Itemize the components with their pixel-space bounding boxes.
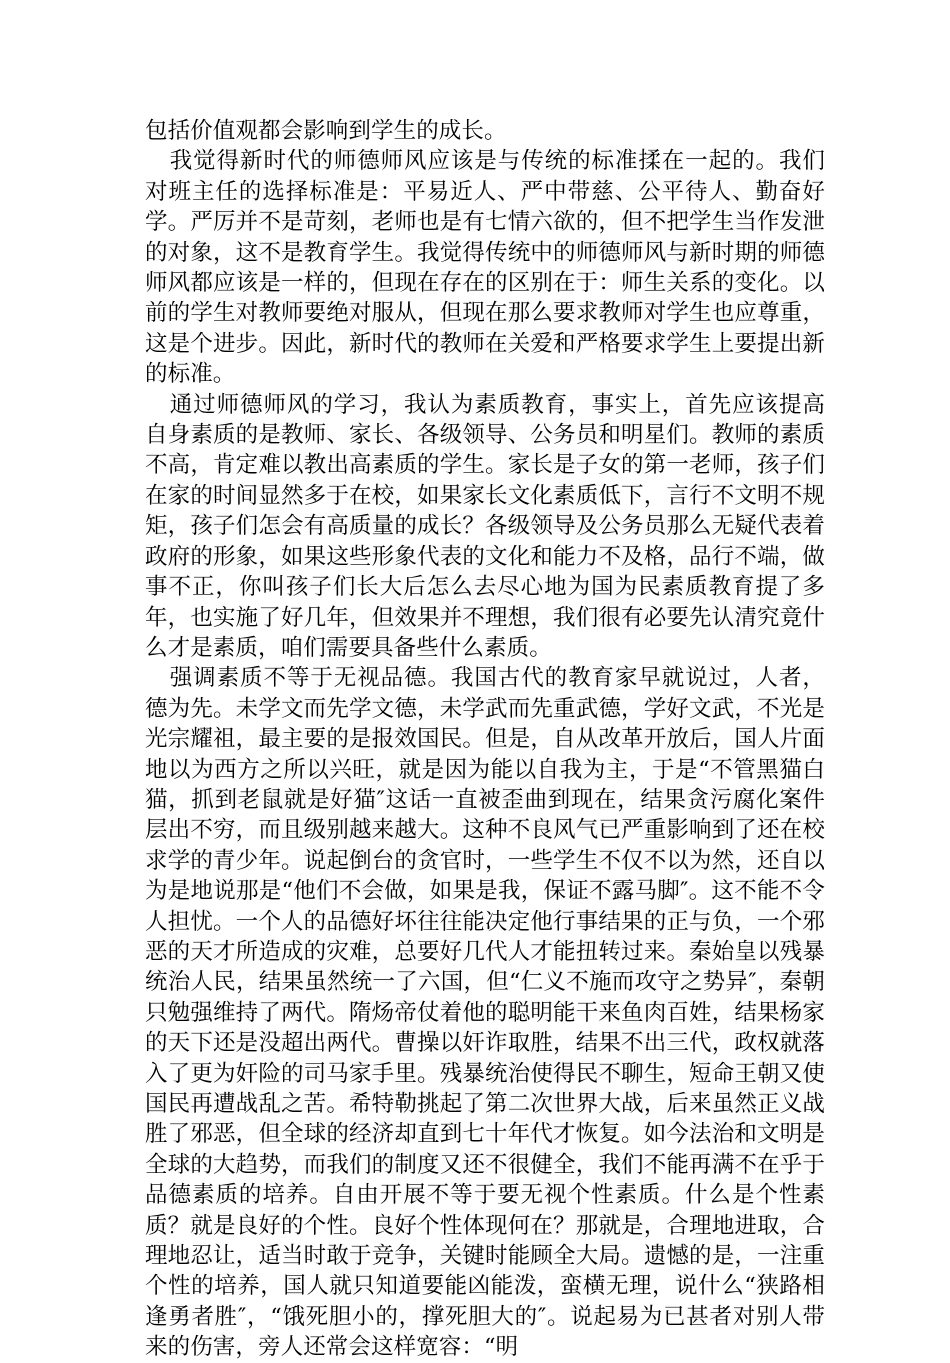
paragraph-continuation: 包括价值观都会影响到学生的成长。 — [145, 118, 507, 144]
paragraph-teacher-ethics-standard: 我觉得新时代的师德师风应该是与传统的标准揉在一起的。我们对班主任的选择标准是：平易近人、严中带慈、公平待人、勤奋好学。严厉并不是苛刻，老师也是有七情六欲的，但不把学生当作发泄的对象，这不是教育学生。我觉得传统中的师德师风与新时期的师德师风都应该是一样的，但现在存在的区别在于：师生关系的变化。以前的学生对教师要绝对服从，但现在那么要求教师对学生也应尊重，这是个进步。因此，新时代的教师在关爱和严格要求学生上要提出新的标准。 — [145, 148, 825, 388]
paragraph-quality-education: 通过师德师风的学习，我认为素质教育，事实上，首先应该提高自身素质的是教师、家长、各级领导、公务员和明星们。教师的素质不高，肯定难以教出高素质的学生。家长是子女的第一老师，孩子们在家的时间显然多于在校，如果家长文化素质低下，言行不文明不规矩，孩子们怎会有高质量的成长？各级领导及公务员那么无疑代表着政府的形象，如果这些形象代表的文化和能力不及格，品行不端，做事不正，你叫孩子们长大后怎么去尽心地为国为民素质教育提了多年，也实施了好几年，但效果并不理想，我们很有必要先认清究竟什么才是素质，咱们需要具备些什么素质。 — [145, 391, 825, 661]
document-page — [145, 116, 825, 1363]
paragraph-morality: 强调素质不等于无视品德。我国古代的教育家早就说过，人者，德为先。未学文而先学文德，未学武而先重武德，学好文武，不光是光宗耀祖，最主要的是报效国民。但是，自从改革开放后，国人片面地以为西方之所以兴旺，就是因为能以自我为主，于是“不管黑猫白猫，抓到老鼠就是好猫″这话一直被歪曲到现在，结果贪污腐化案件层出不穷，而且级别越来越大。这种不良风气已严重影响到了还在校求学的青少年。说起倒台的贪官时，一些学生不仅不以为然，还自以为是地说那是“他们不会做，如果是我，保证不露马脚″。这不能不令人担忧。一个人的品德好坏往往能决定他行事结果的正与负，一个邪恶的天才所造成的灾难，总要好几代人才能扭转过来。秦始皇以残暴统治人民，结果虽然统一了六国，但“仁义不施而攻守之势异″，秦朝只勉强维持了两代。隋炀帝仗着他的聪明能干来鱼肉百姓，结果杨家的天下还是没超出两代。曹操以奸诈取胜，结果不出三代，政权就落入了更为奸险的司马家手里。残暴统治使得民不聊生，短命王朝又使国民再遭战乱之苦。希特勒挑起了第二次世界大战，后来虽然正义战胜了邪恶，但全球的经济却直到七十年代才恢复。如今法治和文明是全球的大趋势，而我们的制度又还不很健全，我们不能再满不在乎于品德素质的培养。自由开展不等于要无视个性素质。什么是个性素质？就是良好的个性。良好个性体现何在？那就是，合理地进取，合理地忍让，适当时敢于竞争，关键时能顾全大局。遗憾的是，一注重个性的培养，国人就只知道要能凶能泼，蛮横无理，说什么“狭路相逢勇者胜″，“饿死胆小的，撑死胆大的″。说起易为已甚者对别人带来的伤害，旁人还常会这样宽容：“明 — [145, 665, 825, 1361]
